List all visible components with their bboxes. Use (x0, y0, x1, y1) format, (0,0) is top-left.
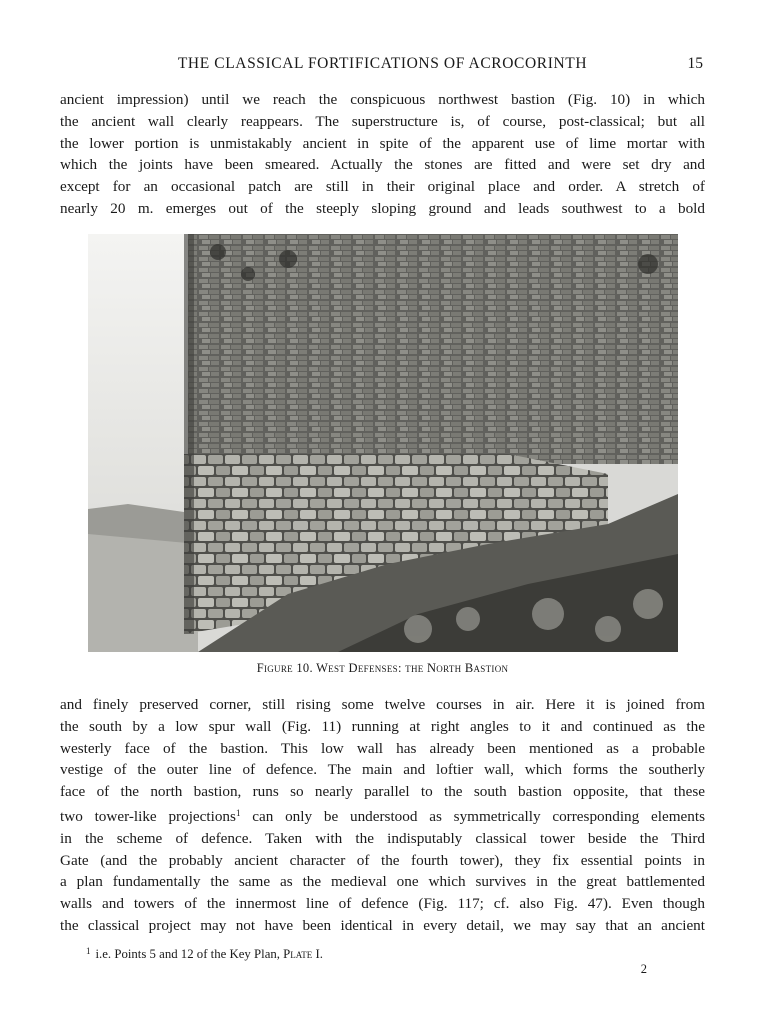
text-line: the lower portion is unmistakably ancient in spite of the apparent use of lime mortar with (60, 134, 705, 152)
bastion-photo-illustration (88, 234, 678, 652)
text-line: in the scheme of defence. Taken with the indisputably classical tower beside the Third (60, 829, 705, 847)
footnote-plate: Plate I. (283, 947, 323, 961)
line-lead: two tower-like projections (60, 807, 236, 825)
text-line: walls and towers of the innermost line of defence (Fig. 117; cf. also Fig. 47). Even though (60, 895, 705, 913)
text-line: a plan fundamentally the same as the medieval one which survives in the great battlemented (60, 873, 705, 891)
footnote-reference: 1 (235, 807, 241, 818)
text-line: the classical project may not have been identical in every detail, we may say that an ancient (60, 916, 705, 934)
footnote-text: i.e. Points 5 and 12 of the Key Plan, (95, 947, 280, 961)
text-line: westerly face of the bastion. This low wall has already been mentioned as a probable (60, 739, 705, 757)
figure-caption: Figure 10. West Defenses: the North Bastion (256, 661, 509, 675)
running-title: THE CLASSICAL FORTIFICATIONS OF ACROCORINTH (177, 55, 588, 72)
text-line: vestige of the outer line of defence. The main and loftier wall, which forms the southerly (60, 761, 705, 779)
paragraph-1 (60, 89, 705, 220)
line-rest: can only be understood as symmetrically corresponding elements (252, 807, 705, 825)
signature-mark: 2 (640, 962, 647, 976)
text-line: except for an occasional patch are still in their original place and order. A stretch of (60, 178, 705, 196)
footnote-marker: 1 (86, 946, 91, 956)
text-line: the south by a low spur wall (Fig. 11) running at right angles to it and continued as the (60, 717, 705, 735)
figure-photo-north-bastion (88, 234, 678, 652)
text-line: ancient impression) until we reach the conspicuous northwest bastion (Fig. 10) in which (60, 91, 705, 108)
text-line: nearly 20 m. emerges out of the steeply sloping ground and leads southwest to a bold (60, 199, 705, 217)
text-line: which the joints have been smeared. Actually the stones are fitted and were set dry and (60, 156, 705, 174)
text-line-with-footnote (60, 803, 705, 828)
page-number: 15 (687, 55, 703, 72)
page-header (60, 55, 705, 77)
text-line: face of the north bastion, runs so nearly parallel to the south bastion opposite, that these (60, 783, 705, 801)
text-line: the ancient wall clearly reappears. The superstructure is, of course, post-classical; but all (60, 112, 705, 130)
paragraph-2 (60, 694, 705, 937)
text-line: and finely preserved corner, still rising some twelve courses in air. Here it is joined from (60, 696, 705, 713)
text-line: Gate (and the probably ancient character of the fourth tower), they fix essential points in (60, 851, 705, 869)
footnote (86, 946, 323, 962)
